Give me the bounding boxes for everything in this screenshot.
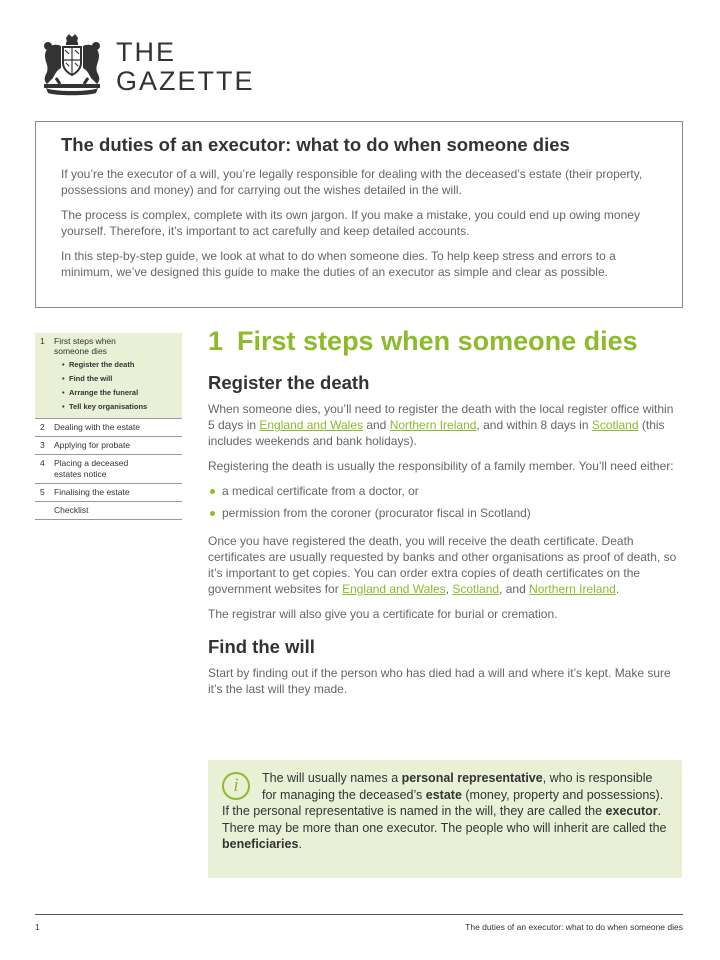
brand-name (116, 38, 255, 96)
masthead (36, 32, 336, 102)
footer-divider (35, 914, 683, 915)
intro-paragraph-2: The process is complex, complete with its own jargon. If you make a mistake, you could end up owing money yourself. Therefore, it’s important to act carefully and keep detailed accounts. (61, 208, 640, 238)
text: , (445, 582, 453, 596)
toc-label: Finalising the estate (54, 487, 130, 497)
toc-item-finalising-estate[interactable] (35, 484, 182, 502)
info-icon: i (222, 772, 250, 800)
section-heading (208, 326, 683, 357)
term-personal-representative: personal representative (401, 771, 543, 785)
list-item: permission from the coroner (procurator fiscal in Scotland) (208, 505, 683, 521)
text: , who is responsible for managing the deceased’s (262, 771, 653, 802)
toc-label: Placing a deceased estates notice (54, 458, 129, 479)
page-number: 1 (35, 922, 40, 932)
text: . (615, 582, 620, 596)
main-content (208, 326, 683, 706)
toc-item-estates-notice[interactable] (35, 455, 182, 484)
toc-number: 1 (40, 336, 45, 346)
toc-label: Dealing with the estate (54, 422, 140, 432)
toc-number (40, 505, 54, 516)
toc-number: 5 (40, 487, 45, 497)
intro-paragraph-3: In this step-by-step guide, we look at what to do when someone dies. To help keep stress and errors to a minimum, we’ve designed this guide to make the duties of an executor as simple and clear as possible. (61, 249, 616, 279)
brand-line-2: GAZETTE (116, 66, 255, 96)
link-england-wales[interactable]: England and Wales (259, 418, 363, 432)
toc-subitem-tell-organisations[interactable]: • Tell key organisations (62, 400, 178, 414)
toc-number: 4 (40, 458, 45, 468)
text: . (298, 837, 302, 851)
register-paragraph-1 (208, 401, 683, 449)
toc-number: 3 (40, 440, 45, 450)
text: , and within 8 days in (476, 418, 592, 432)
intro-box (35, 121, 683, 308)
text: The will usually names a (262, 771, 402, 785)
register-paragraph-3 (208, 533, 683, 597)
royal-coat-of-arms-icon (36, 32, 108, 96)
intro-paragraph-1: If you’re the executor of a will, you’re legally responsible for dealing with the deceased’s estate (their property, possessions and money) and for carrying out the wishes detailed in the will. (61, 167, 643, 197)
toc-item-first-steps[interactable] (35, 333, 182, 419)
toc-subitem-find-will[interactable]: • Find the will (62, 372, 178, 386)
footer-title: The duties of an executor: what to do when someone dies (465, 922, 683, 932)
table-of-contents (35, 333, 182, 520)
section-title: First steps when someone dies (237, 326, 638, 356)
term-executor: executor (605, 804, 658, 818)
toc-label: First steps when someone dies (54, 336, 116, 356)
link-scotland[interactable]: Scotland (452, 582, 500, 596)
will-paragraph-1: Start by finding out if the person who has died had a will and where it’s kept. Make sure it’s the last will they made. (208, 666, 671, 696)
toc-subitem-register-death[interactable]: • Register the death (62, 358, 178, 372)
link-scotland[interactable]: Scotland (591, 418, 639, 432)
requirements-list (208, 483, 683, 521)
list-item: a medical certificate from a doctor, or (208, 483, 683, 499)
register-paragraph-2: Registering the death is usually the responsibility of a family member. You’ll need either: (208, 459, 674, 473)
document-title: The duties of an executor: what to do when someone dies (61, 134, 570, 155)
toc-item-applying-probate[interactable] (35, 437, 182, 455)
brand-line-1: THE (116, 37, 176, 67)
register-paragraph-4: The registrar will also give you a certificate for burial or cremation. (208, 607, 558, 621)
toc-subitem-arrange-funeral[interactable]: • Arrange the funeral (62, 386, 178, 400)
term-beneficiaries: beneficiaries (222, 837, 299, 851)
text: , and (499, 582, 530, 596)
text: When someone dies, you’ll need to register the death with the local register office within 5 days in (208, 402, 674, 432)
text: and (363, 418, 390, 432)
link-england-wales[interactable]: England and Wales (342, 582, 446, 596)
text: (money, property and possessions). If the personal representative is named in the will, they are called the (222, 787, 664, 818)
toc-item-dealing-estate[interactable] (35, 419, 182, 437)
text: (this includes weekends and bank holidays). (208, 418, 665, 448)
link-northern-ireland[interactable]: Northern Ireland (529, 582, 616, 596)
section-number: 1 (208, 326, 224, 356)
link-northern-ireland[interactable]: Northern Ireland (389, 418, 477, 432)
text: Once you have registered the death, you will receive the death certificate. Death certificates are usually requested by banks and other organisations as proof of death, so it’s important to get copies. You can order extra copies of death certificates on the government websites for (208, 534, 677, 596)
toc-subitems (62, 358, 178, 414)
text: . There may be more than one executor. The people who will inherit are called the (222, 804, 667, 835)
toc-number: 2 (40, 422, 45, 432)
toc-label: Checklist (54, 505, 89, 515)
toc-label: Applying for probate (54, 440, 131, 450)
toc-item-checklist[interactable] (35, 502, 182, 520)
term-estate: estate (425, 787, 462, 802)
info-callout (208, 760, 682, 878)
heading-register-death: Register the death (208, 372, 370, 393)
heading-find-will: Find the will (208, 636, 315, 657)
